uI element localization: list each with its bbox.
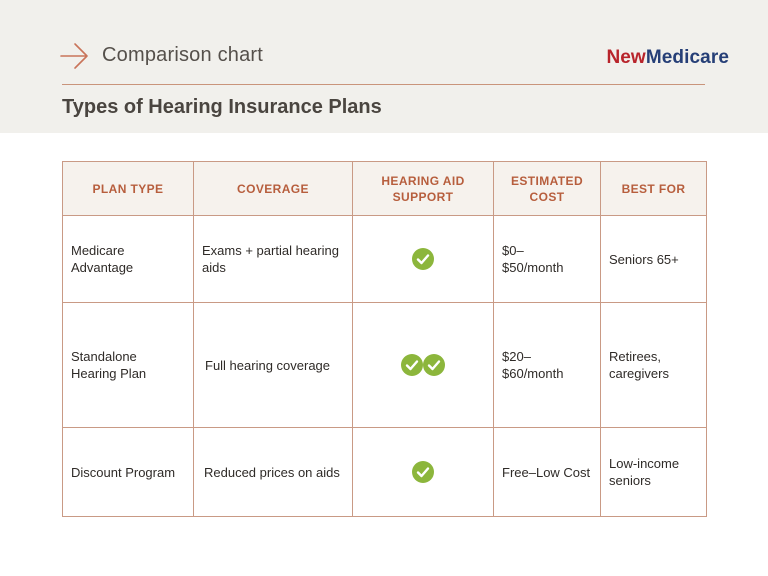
cost-cell: $20– $60/month <box>494 303 601 428</box>
coverage-cell: Exams + partial hearing aids <box>194 216 353 303</box>
table-row <box>63 216 707 303</box>
best-for-cell: Retirees, caregivers <box>601 303 707 428</box>
column-header-estimated-cost: ESTIMATED COST <box>494 162 601 216</box>
brand-logo <box>606 47 729 69</box>
table-row <box>63 303 707 428</box>
check-icon <box>412 248 434 270</box>
brand-logo-part1: New <box>606 47 646 68</box>
header-band <box>0 0 768 133</box>
best-for-cell: Seniors 65+ <box>601 216 707 303</box>
column-header-plan-type: PLAN TYPE <box>63 162 194 216</box>
cost-cell: $0– $50/month <box>494 216 601 303</box>
check-icon <box>401 354 423 376</box>
cost-cell: Free–Low Cost <box>494 428 601 517</box>
support-cell <box>353 303 494 428</box>
coverage-cell: Full hearing coverage <box>194 303 353 428</box>
plan-type-cell: Standalone Hearing Plan <box>63 303 194 428</box>
check-icon <box>423 354 445 376</box>
check-icon <box>412 461 434 483</box>
plan-type-cell: Discount Program <box>63 428 194 517</box>
column-header-coverage: COVERAGE <box>194 162 353 216</box>
comparison-table <box>62 161 707 517</box>
page-title: Types of Hearing Insurance Plans <box>62 96 382 118</box>
table-header-row <box>63 162 707 216</box>
header-divider <box>62 84 705 85</box>
support-cell <box>353 216 494 303</box>
coverage-cell: Reduced prices on aids <box>194 428 353 517</box>
best-for-cell: Low-income seniors <box>601 428 707 517</box>
arrow-right-icon <box>60 42 90 70</box>
plan-type-cell: Medicare Advantage <box>63 216 194 303</box>
column-header-best-for: BEST FOR <box>601 162 707 216</box>
column-header-hearing-aid-support: HEARING AID SUPPORT <box>353 162 494 216</box>
support-cell <box>353 428 494 517</box>
brand-logo-part2: Medicare <box>645 47 729 68</box>
table-row <box>63 428 707 517</box>
eyebrow-label: Comparison chart <box>102 44 264 66</box>
